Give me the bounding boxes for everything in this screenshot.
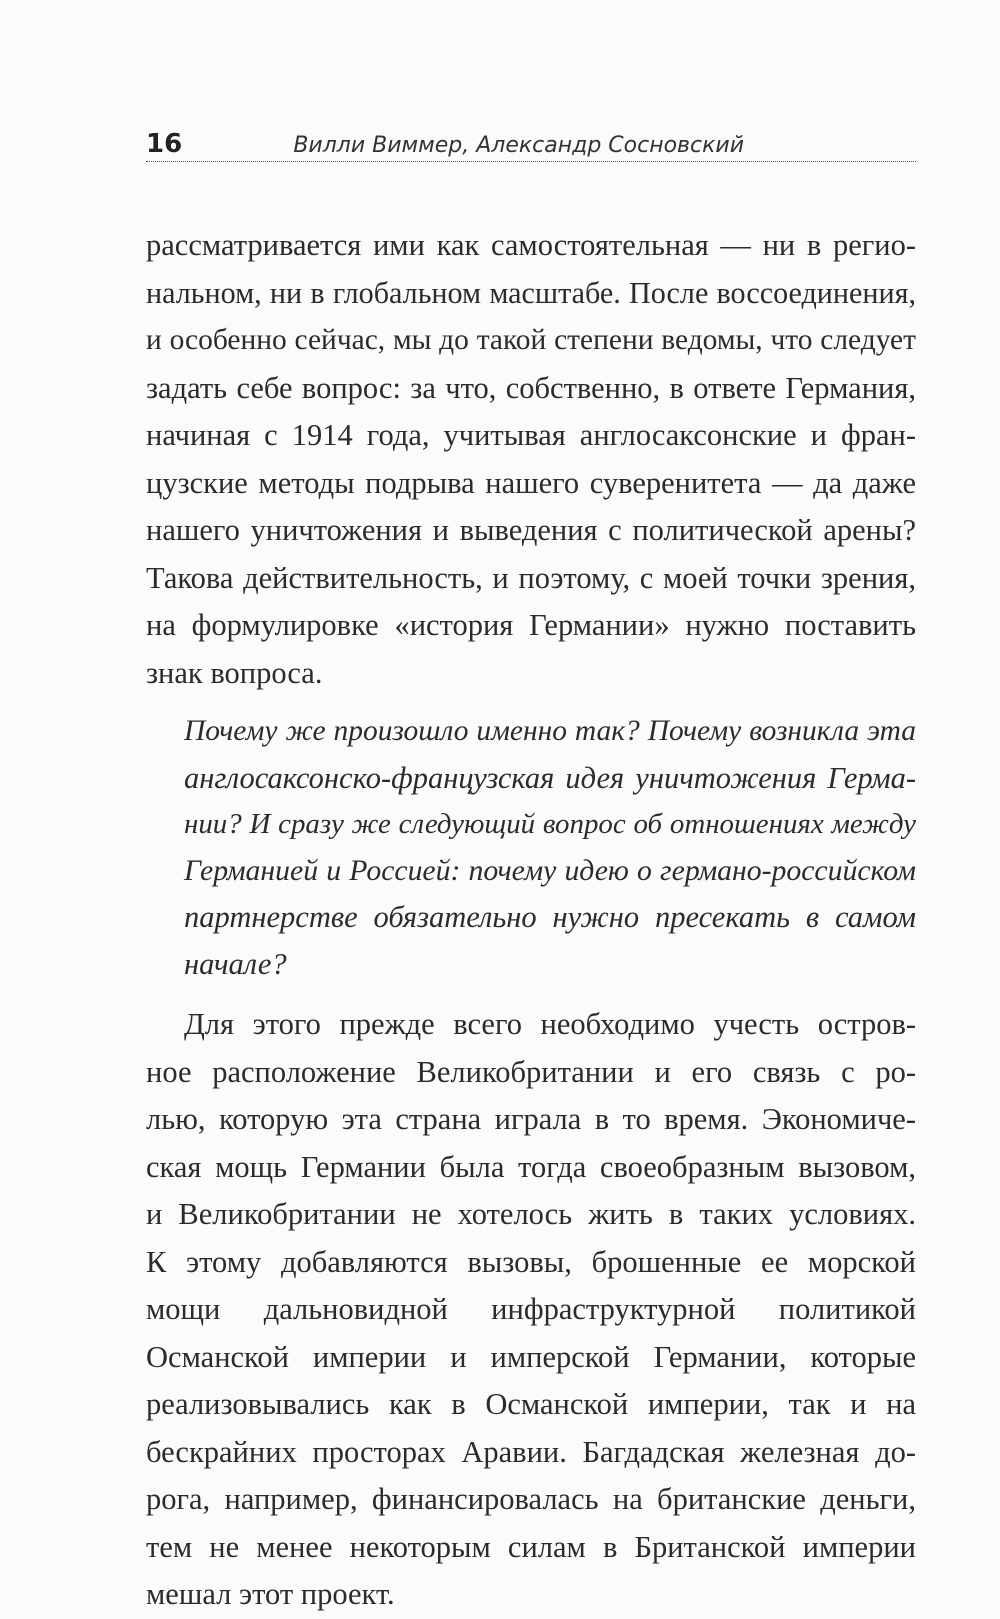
question-line: англосаксонско-французская идея уничтожения Герма- bbox=[184, 760, 916, 795]
text-line: задать себе вопрос: за что, собственно, в ответе Германия, bbox=[146, 370, 916, 405]
running-head bbox=[146, 118, 916, 162]
text-line: знак вопроса. bbox=[146, 655, 323, 690]
question-line: партнерстве обязательно нужно пресекать в самом bbox=[184, 900, 916, 934]
text-line: цузские методы подрыва нашего суверенитета — да даже bbox=[146, 465, 916, 500]
text-line: ская мощь Германии была тогда своеобразным вызовом, bbox=[146, 1149, 916, 1184]
text-line: рога, например, финансировалась на британские деньги, bbox=[146, 1482, 916, 1516]
text-line: нальном, ни в глобальном масштабе. После воссоединения, bbox=[146, 275, 916, 310]
text-line: бескрайних просторах Аравии. Багдадская железная до- bbox=[146, 1434, 916, 1469]
text-line: тем не менее некоторым силам в Британской империи bbox=[146, 1529, 916, 1564]
text-line: начиная с 1914 года, учитывая англосаксонские и фран- bbox=[146, 418, 916, 452]
question-line: Почему же произошло именно так? Почему возникла эта bbox=[184, 715, 916, 747]
text-line: мешал этот проект. bbox=[146, 1577, 395, 1611]
question-line: нии? И сразу же следующий вопрос об отношениях между bbox=[184, 808, 916, 840]
paragraph-1 bbox=[146, 222, 916, 697]
text-line: ное расположение Великобритании и его связь с ро- bbox=[146, 1054, 916, 1089]
text-line: на формулировке «история Германии» нужно поставить bbox=[146, 608, 916, 642]
text-line: рассматривается ими как самостоятельная — ни в регио- bbox=[146, 228, 916, 262]
text-line: мощи дальновидной инфраструктурной политикой bbox=[146, 1292, 916, 1326]
text-line: Для этого прежде всего необходимо учесть остров- bbox=[184, 1007, 916, 1041]
page-number: 16 bbox=[146, 129, 183, 159]
question-line: Германией и Россией: почему идею о германо-российском bbox=[184, 854, 916, 887]
text-line: Османской империи и имперской Германии, которые bbox=[146, 1339, 916, 1374]
body-text bbox=[146, 222, 916, 1619]
question-line: начале? bbox=[184, 946, 287, 981]
paragraph-2 bbox=[146, 1001, 916, 1619]
text-line: Такова действительность, и поэтому, с моей точки зрения, bbox=[146, 560, 916, 595]
text-line: и Великобритании не хотелось жить в таких условиях. bbox=[146, 1197, 916, 1231]
text-line: лью, которую эта страна играла в то время. Экономиче- bbox=[146, 1102, 916, 1136]
text-line: реализовывались как в Османской империи, так и на bbox=[146, 1387, 916, 1421]
interview-question bbox=[146, 708, 916, 987]
running-title: Вилли Виммер, Александр Сосновский bbox=[293, 133, 744, 158]
text-line: нашего уничтожения и выведения с политической арены? bbox=[146, 513, 916, 547]
text-line: К этому добавляются вызовы, брошенные ее морской bbox=[146, 1244, 916, 1279]
text-line: и особенно сейчас, мы до такой степени ведомы, что следует bbox=[146, 324, 916, 356]
